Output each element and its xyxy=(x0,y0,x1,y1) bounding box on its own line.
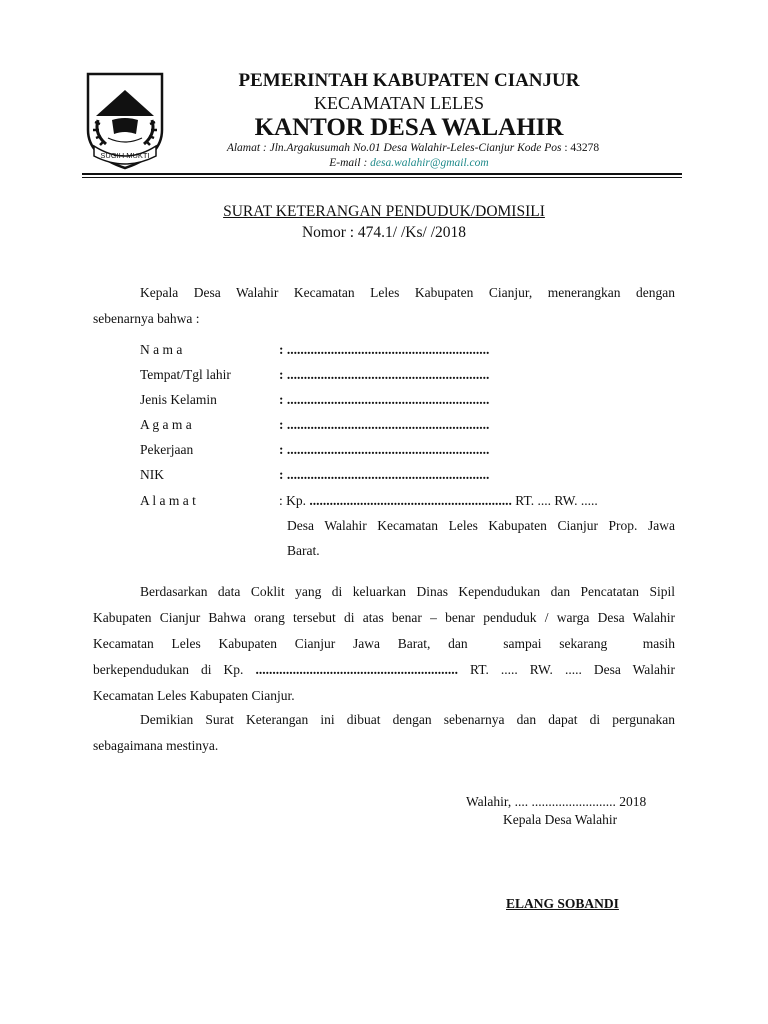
signatory-name: ELANG SOBANDI xyxy=(506,896,619,911)
alamat-continuation-2: Barat. xyxy=(287,543,320,558)
district-heading: KECAMATAN LELES xyxy=(313,93,485,113)
field-label-tempat-tgl-lahir: Tempat/Tgl lahir xyxy=(140,367,231,382)
intro-line-2: sebenarnya bahwa : xyxy=(93,311,200,326)
body-p2-line-1-text: Demikian Surat Keterangan ini dibuat dengan sebenarnya dan dapat di pergunakan xyxy=(140,712,675,727)
body-p2-line-1 xyxy=(93,708,675,733)
field-value-pekerjaan: : ............................................................ xyxy=(279,442,490,457)
field-value-jenis-kelamin: : ............................................................ xyxy=(279,392,490,407)
field-label-nama: N a m a xyxy=(140,342,183,357)
alamat-dots: ............................................................ xyxy=(309,493,512,508)
body-p1-kp-suffix: RT. ..... RW. ..... Desa Walahir xyxy=(470,662,676,677)
body-p1-line-2: Kabupaten Cianjur Bahwa orang tersebut di atas benar – benar penduduk / warga Desa Walahir xyxy=(93,610,675,625)
office-address xyxy=(0,141,768,155)
field-label-pekerjaan: Pekerjaan xyxy=(140,442,194,457)
field-label-agama: A g a m a xyxy=(140,417,192,432)
intro-line-1-text: Kepala Desa Walahir Kecamatan Leles Kabupaten Cianjur, menerangkan dengan xyxy=(140,285,675,300)
signature-position: Kepala Desa Walahir xyxy=(503,812,618,827)
alamat-rt-rw: RT. .... RW. ..... xyxy=(515,493,598,508)
field-label-nik: NIK xyxy=(140,467,164,482)
field-value-nama: : ............................................................ xyxy=(279,342,490,357)
office-email xyxy=(0,156,768,170)
field-value-nik: : ............................................................ xyxy=(279,467,490,482)
header-divider-thin xyxy=(82,177,682,178)
body-p1-kp-prefix: berkependudukan di Kp. xyxy=(93,662,244,677)
document-title-text: SURAT KETERANGAN PENDUDUK/DOMISILI xyxy=(223,203,545,220)
email-link[interactable]: desa.walahir@gmail.com xyxy=(370,157,489,169)
field-label-alamat: A l a m a t xyxy=(140,493,196,508)
field-label-jenis-kelamin: Jenis Kelamin xyxy=(140,392,217,407)
header-divider-thick xyxy=(82,173,682,175)
svg-text:SUGIH MUKTI: SUGIH MUKTI xyxy=(100,151,150,160)
body-p2-line-2: sebagaimana mestinya. xyxy=(93,738,219,753)
document-title xyxy=(0,203,768,221)
field-value-agama: : ............................................................ xyxy=(279,417,490,432)
email-label: E-mail : xyxy=(329,157,368,169)
body-p1-line-1 xyxy=(93,580,675,605)
office-heading: KANTOR DESA WALAHIR xyxy=(254,114,564,141)
body-p1-line-4 xyxy=(93,658,675,683)
government-heading: PEMERINTAH KABUPATEN CIANJUR xyxy=(238,70,580,91)
alamat-continuation-1: Desa Walahir Kecamatan Leles Kabupaten Cianjur Prop. Jawa xyxy=(287,518,675,533)
field-value-alamat xyxy=(279,492,598,510)
body-p1-kp-dots: ............................................................ xyxy=(255,662,458,677)
postal-code: : 43278 xyxy=(564,142,600,154)
intro-line-1 xyxy=(93,281,675,306)
signature-place-date: Walahir, .... ......................... 2018 xyxy=(466,794,647,809)
address-text: Alamat : Jln.Argakusumah No.01 Desa Walahir-Leles-Cianjur Kode Pos xyxy=(226,142,562,154)
body-p1-line-1-text: Berdasarkan data Coklit yang di keluarkan Dinas Kependudukan dan Pencatatan Sipil xyxy=(140,584,675,599)
body-p1-line-5: Kecamatan Leles Kabupaten Cianjur. xyxy=(93,688,295,703)
document-number: Nomor : 474.1/ /Ks/ /2018 xyxy=(301,224,467,241)
body-p1-line-3: Kecamatan Leles Kabupaten Cianjur Jawa Barat, dan sampai sekarang masih xyxy=(93,636,675,651)
alamat-prefix: : Kp. xyxy=(279,493,306,508)
field-value-tempat-tgl-lahir: : ............................................................ xyxy=(279,367,490,382)
